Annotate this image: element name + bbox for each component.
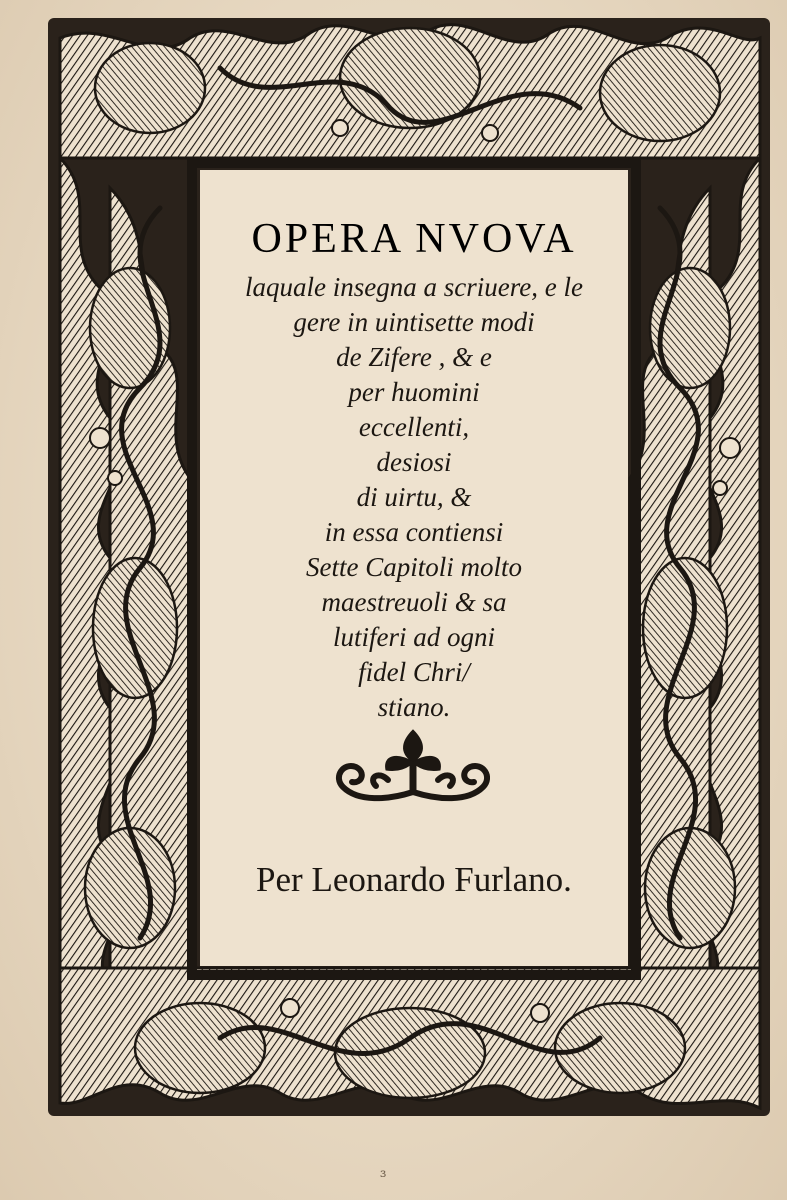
title-text-panel (200, 170, 628, 966)
title-line-2: gere in uintisette modi (293, 307, 535, 337)
title-line-3: de Zifere , & e (336, 342, 492, 372)
title-line-5: eccellenti, (358, 412, 470, 442)
book-title: OPERA NVOVA (251, 216, 577, 262)
title-line-9: Sette Capitoli molto (306, 552, 522, 582)
imprint-line: Per Leonardo Furlano. (256, 860, 572, 899)
title-line-12: fidel Chri/ (358, 657, 470, 687)
title-line-13: stiano. (377, 692, 451, 722)
title-line-11: lutiferi ad ogni (333, 622, 495, 652)
title-line-8: in essa contiensi (324, 517, 504, 547)
signature-mark: ɜ (380, 1166, 387, 1180)
title-line-7: di uirtu, & (356, 482, 472, 512)
title-line-1: laquale insegna a scriuere, e le (245, 272, 583, 302)
title-line-10: maestreuoli & sa (321, 587, 507, 617)
title-line-6: desiosi (376, 447, 452, 477)
title-line-4: per huomini (348, 377, 480, 407)
fleuron-ornament-icon (328, 722, 498, 812)
